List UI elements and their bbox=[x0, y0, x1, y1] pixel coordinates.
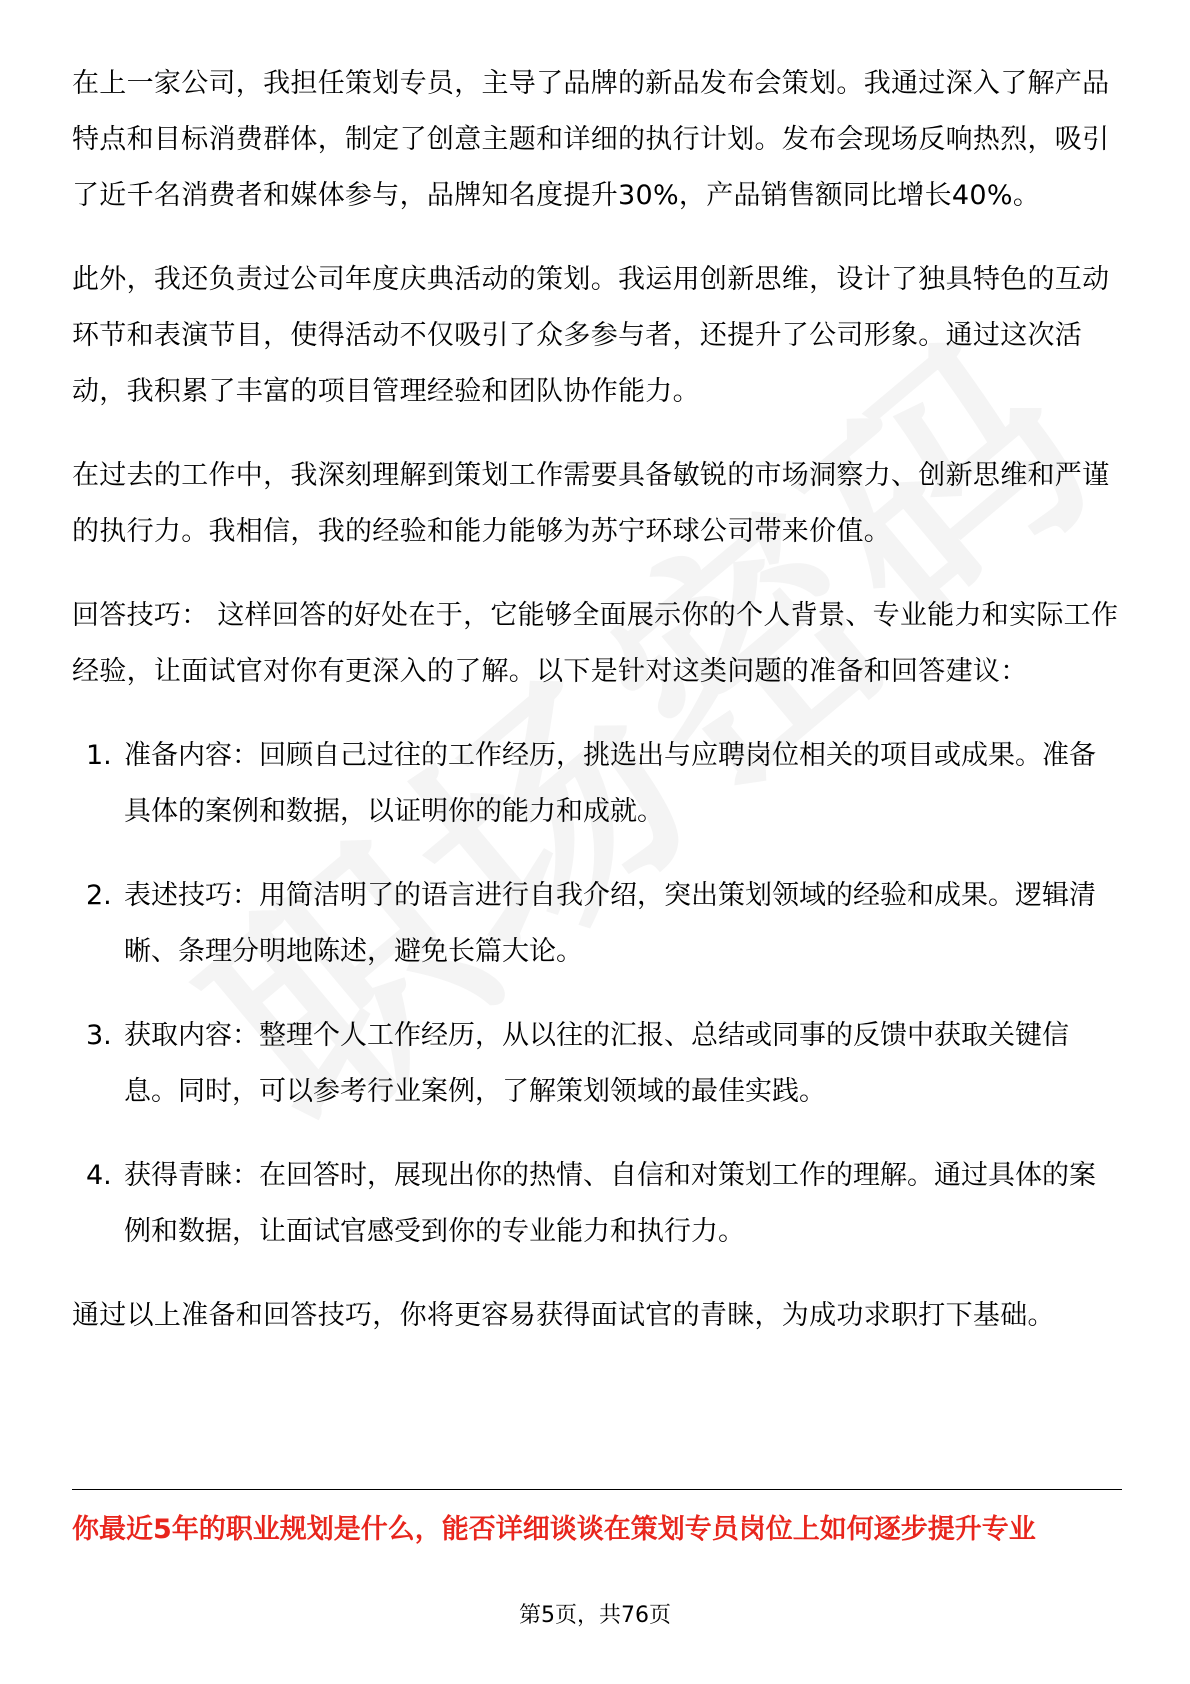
list-item bbox=[72, 1008, 1122, 1120]
list-item-text: 表述技巧：用简洁明了的语言进行自我介绍，突出策划领域的经验和成果。逻辑清晰、条理分明地陈述，避免长篇大论。 bbox=[124, 880, 1096, 967]
list-number: 2. bbox=[86, 880, 112, 911]
section-divider bbox=[72, 1489, 1122, 1490]
document-body bbox=[72, 56, 1122, 1372]
list-item bbox=[72, 728, 1122, 840]
next-question-heading: 你最近5年的职业规划是什么，能否详细谈谈在策划专员岗位上如何逐步提升专业 bbox=[72, 1514, 1036, 1545]
paragraph-closing: 通过以上准备和回答技巧，你将更容易获得面试官的青睐，为成功求职打下基础。 bbox=[72, 1300, 1055, 1331]
paragraph-experience: 在上一家公司，我担任策划专员，主导了品牌的新品发布会策划。我通过深入了解产品特点和目标消费群体，制定了创意主题和详细的执行计划。发布会现场反响热烈，吸引了近千名消费者和媒体参与，品牌知名度提升30%，产品销售额同比增长40%。 bbox=[72, 68, 1110, 211]
paragraph-answer-tips: 回答技巧： 这样回答的好处在于，它能够全面展示你的个人背景、专业能力和实际工作经验，让面试官对你有更深入的了解。以下是针对这类问题的准备和回答建议： bbox=[72, 600, 1119, 687]
paragraph-summary: 在过去的工作中，我深刻理解到策划工作需要具备敏锐的市场洞察力、创新思维和严谨的执行力。我相信，我的经验和能力能够为苏宁环球公司带来价值。 bbox=[72, 460, 1110, 547]
list-item-text: 获得青睐：在回答时，展现出你的热情、自信和对策划工作的理解。通过具体的案例和数据，让面试官感受到你的专业能力和执行力。 bbox=[124, 1160, 1096, 1247]
list-item-text: 获取内容：整理个人工作经历，从以往的汇报、总结或同事的反馈中获取关键信息。同时，可以参考行业案例，了解策划领域的最佳实践。 bbox=[124, 1020, 1069, 1107]
list-item-text: 准备内容：回顾自己过往的工作经历，挑选出与应聘岗位相关的项目或成果。准备具体的案例和数据，以证明你的能力和成就。 bbox=[124, 740, 1096, 827]
page-footer: 第5页，共76页 bbox=[519, 1603, 671, 1628]
paragraph-annual-event: 此外，我还负责过公司年度庆典活动的策划。我运用创新思维，设计了独具特色的互动环节和表演节目，使得活动不仅吸引了众多参与者，还提升了公司形象。通过这次活动，我积累了丰富的项目管理经验和团队协作能力。 bbox=[72, 264, 1110, 407]
tips-list bbox=[72, 728, 1122, 1260]
list-item bbox=[72, 868, 1122, 980]
list-number: 3. bbox=[86, 1020, 112, 1051]
list-item bbox=[72, 1148, 1122, 1260]
list-number: 1. bbox=[86, 740, 112, 771]
list-number: 4. bbox=[86, 1160, 112, 1191]
